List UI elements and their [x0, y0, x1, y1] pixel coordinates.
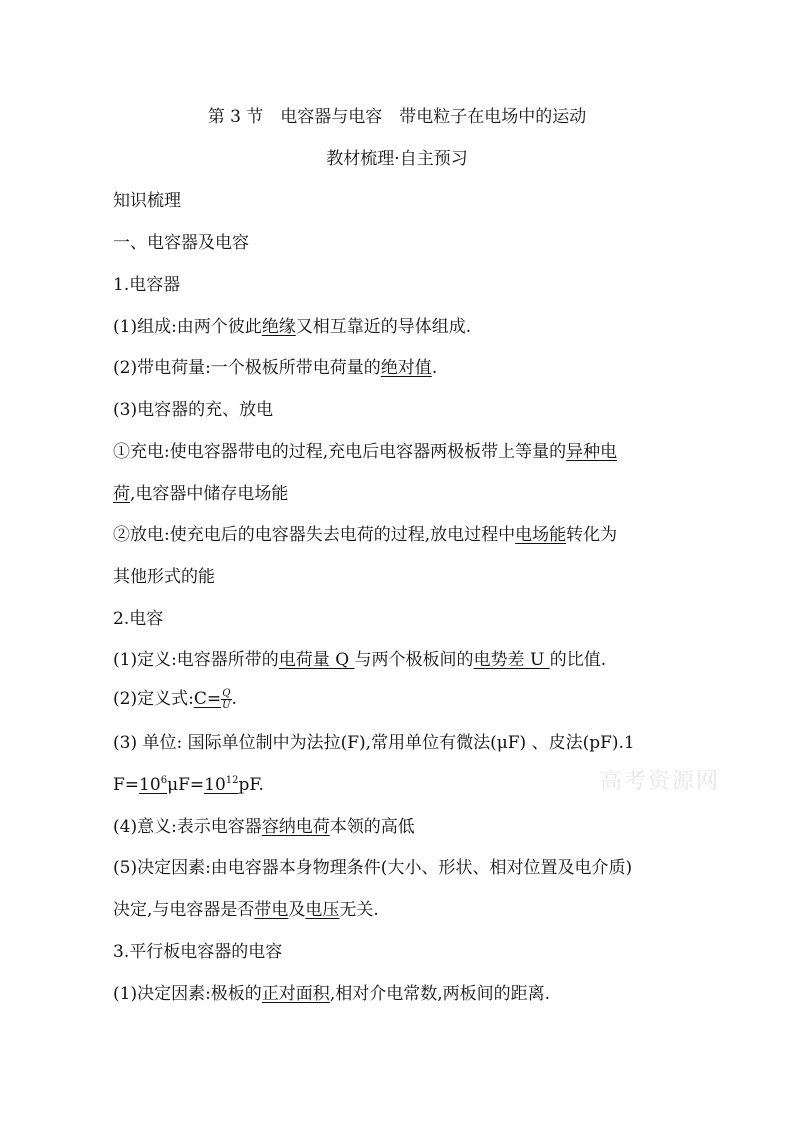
answer-blank: 电荷量 Q: [278, 650, 355, 670]
parallel-plate-heading: 3.平行板电容器的电容: [113, 942, 283, 962]
page-title: 第 3 节 电容器与电容 带电粒子在电场中的运动: [207, 107, 587, 127]
formula-line: [113, 688, 237, 711]
factors-line-2: [113, 899, 379, 921]
text: 本领的高低: [329, 817, 415, 837]
answer-blank: [194, 689, 232, 709]
text: ②放电:使充电后的电容器失去电荷的过程,放电过程中: [113, 525, 516, 545]
answer-blank: 异种电: [566, 442, 618, 462]
text: ,电容器中储存电场能: [130, 484, 289, 504]
text: (1)组成:由两个彼此: [113, 317, 262, 337]
composition-line: [113, 316, 471, 338]
answer-blank: 带电: [254, 900, 289, 920]
fraction-denominator: U: [222, 700, 231, 711]
formula-lhs: C=: [193, 689, 222, 709]
capacitance-heading: 2.电容: [113, 609, 164, 629]
fraction: [221, 688, 231, 711]
factors-line-1: (5)决定因素:由电容器本身物理条件(大小、形状、相对位置及电介质): [113, 858, 633, 878]
answer-blank: 电场能: [515, 525, 567, 545]
charging-line-2: [113, 483, 288, 505]
definition-line: [113, 649, 606, 671]
discharging-line-2: 其他形式的能: [113, 567, 215, 587]
text: .: [231, 689, 237, 709]
text: 转化为: [566, 525, 618, 545]
answer-blank: 正对面积: [261, 984, 330, 1004]
answer-blank: 电压: [305, 900, 340, 920]
text: ①充电:使电容器带电的过程,充电后电容器两极板带上等量的: [113, 442, 567, 462]
answer-blank: [139, 775, 167, 795]
unit-line-2: [113, 774, 264, 796]
text: 的比值.: [549, 650, 607, 670]
text: (2)定义式:: [113, 689, 194, 709]
text: (2)带电荷量:一个极板所带电荷量的: [113, 358, 381, 378]
text: 决定,与电容器是否: [113, 900, 255, 920]
text: (4)意义:表示电容器: [113, 817, 262, 837]
text: (1)定义:电容器所带的: [113, 650, 279, 670]
parallel-factors-line: [113, 983, 550, 1005]
text: pF.: [238, 775, 264, 795]
unit-line-1: (3) 单位: 国际单位制中为法拉(F),常用单位有微法(μF) 、皮法(pF).1: [113, 733, 635, 753]
text: ,相对介电常数,两板间的距离.: [329, 984, 551, 1004]
answer-blank: [204, 775, 238, 795]
fraction-numerator: Q: [222, 688, 231, 699]
part-heading: 一、电容器及电容: [113, 233, 249, 253]
text: 又相互靠近的导体组成.: [295, 317, 472, 337]
exponent: 6: [160, 775, 168, 786]
exponent: 12: [225, 775, 239, 786]
watermark: 高考资源网: [600, 769, 721, 794]
charge-line: [113, 357, 437, 379]
text: .: [431, 358, 438, 378]
answer-blank: 荷: [113, 484, 130, 504]
meaning-line: [113, 816, 415, 838]
charging-line-1: [113, 441, 617, 463]
answer-blank: 绝对值: [380, 358, 432, 378]
text: F=: [113, 775, 140, 795]
text: μF=: [167, 775, 205, 795]
answer-blank: 容纳电荷: [261, 817, 330, 837]
page-subtitle: 教材梳理·自主预习: [326, 149, 468, 169]
answer-blank: 电势差 U: [473, 650, 550, 670]
text: (1)决定因素:极板的: [113, 984, 262, 1004]
text: 与两个极板间的: [354, 650, 474, 670]
capacitor-heading: 1.电容器: [113, 275, 181, 295]
text: 10: [204, 775, 226, 795]
text: 无关.: [339, 900, 379, 920]
text: 及: [288, 900, 306, 920]
text: 10: [139, 775, 161, 795]
section-heading: 知识梳理: [113, 191, 181, 211]
charge-discharge-heading: (3)电容器的充、放电: [113, 400, 274, 420]
answer-blank: 绝缘: [261, 317, 296, 337]
discharging-line-1: [113, 524, 617, 546]
